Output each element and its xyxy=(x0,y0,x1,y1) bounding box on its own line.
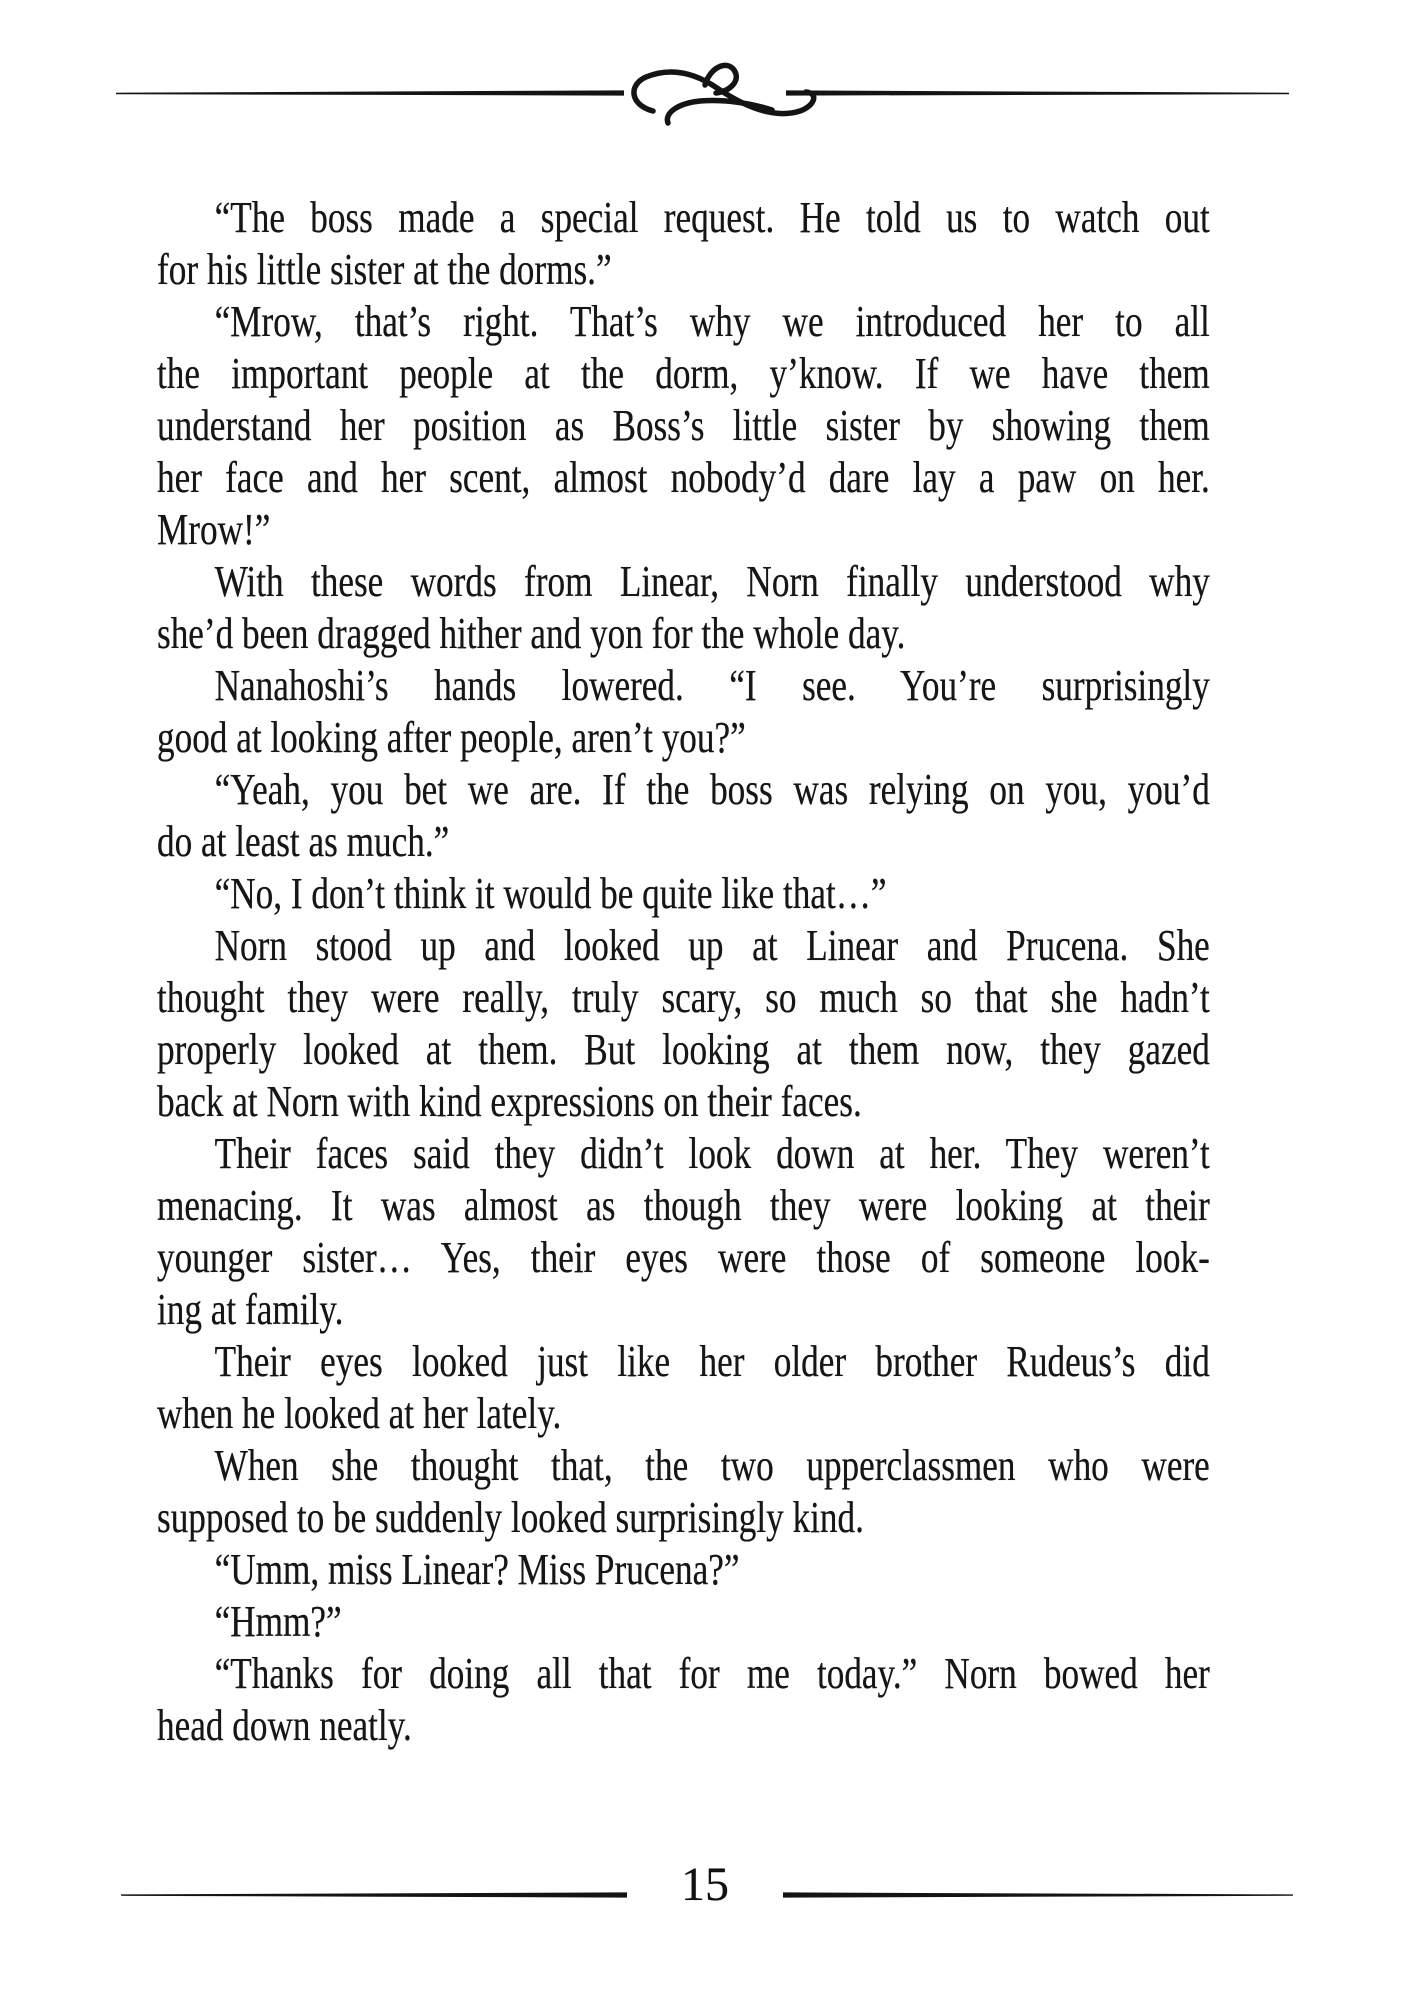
text-line: “Hmm?” xyxy=(214,1597,342,1646)
text-line: younger sister… Yes, their eyes were those of someone look- xyxy=(157,1233,1210,1282)
page-number: 15 xyxy=(681,1858,729,1911)
text-line: “Umm, miss Linear? Miss Prucena?” xyxy=(214,1545,740,1594)
text-line: Norn stood up and looked up at Linear and Prucena. She xyxy=(214,921,1210,970)
text-line: menacing. It was almost as though they were looking at their xyxy=(157,1181,1210,1230)
text-line: “No, I don’t think it would be quite like that…” xyxy=(214,869,887,918)
text-line: when he looked at her lately. xyxy=(157,1389,562,1438)
text-line: With these words from Linear, Norn finally understood why xyxy=(214,557,1210,606)
text-line: for his little sister at the dorms.” xyxy=(157,245,612,294)
text-line: “The boss made a special request. He told us to watch out xyxy=(214,193,1210,242)
text-line: Mrow!” xyxy=(157,505,271,554)
text-line: supposed to be suddenly looked surprisingly kind. xyxy=(157,1493,864,1542)
top-divider-line-right xyxy=(786,90,1289,95)
text-line: the important people at the dorm, y’know. If we have them xyxy=(157,349,1210,398)
text-line: good at looking after people, aren’t you?” xyxy=(157,713,746,762)
bottom-divider-line-right xyxy=(783,1892,1293,1897)
text-line: ing at family. xyxy=(157,1285,344,1334)
text-line: Their eyes looked just like her older brother Rudeus’s did xyxy=(214,1337,1210,1386)
bottom-divider-line-left xyxy=(121,1892,627,1897)
text-line: understand her position as Boss’s little sister by showing them xyxy=(157,401,1210,450)
text-line: Nanahoshi’s hands lowered. “I see. You’re surprisingly xyxy=(214,661,1210,710)
text-line: she’d been dragged hither and yon for the whole day. xyxy=(157,609,906,658)
top-divider-ornament xyxy=(0,43,1404,143)
text-line: “Mrow, that’s right. That’s why we introduced her to all xyxy=(214,297,1210,346)
top-divider-line-left xyxy=(116,90,624,95)
text-line: When she thought that, the two upperclassmen who were xyxy=(214,1441,1210,1490)
text-line: “Thanks for doing all that for me today.” Norn bowed her xyxy=(214,1649,1210,1698)
text-line: thought they were really, truly scary, so much so that she hadn’t xyxy=(157,973,1210,1022)
text-line: her face and her scent, almost nobody’d dare lay a paw on her. xyxy=(157,453,1210,502)
text-line: back at Norn with kind expressions on their faces. xyxy=(157,1077,862,1126)
text-line: do at least as much.” xyxy=(157,817,450,866)
text-line: Their faces said they didn’t look down at her. They weren’t xyxy=(214,1129,1210,1178)
text-line: head down neatly. xyxy=(157,1701,412,1750)
text-line: properly looked at them. But looking at them now, they gazed xyxy=(157,1025,1210,1074)
page-text xyxy=(157,192,1210,1752)
text-line: “Yeah, you bet we are. If the boss was relying on you, you’d xyxy=(214,765,1210,814)
